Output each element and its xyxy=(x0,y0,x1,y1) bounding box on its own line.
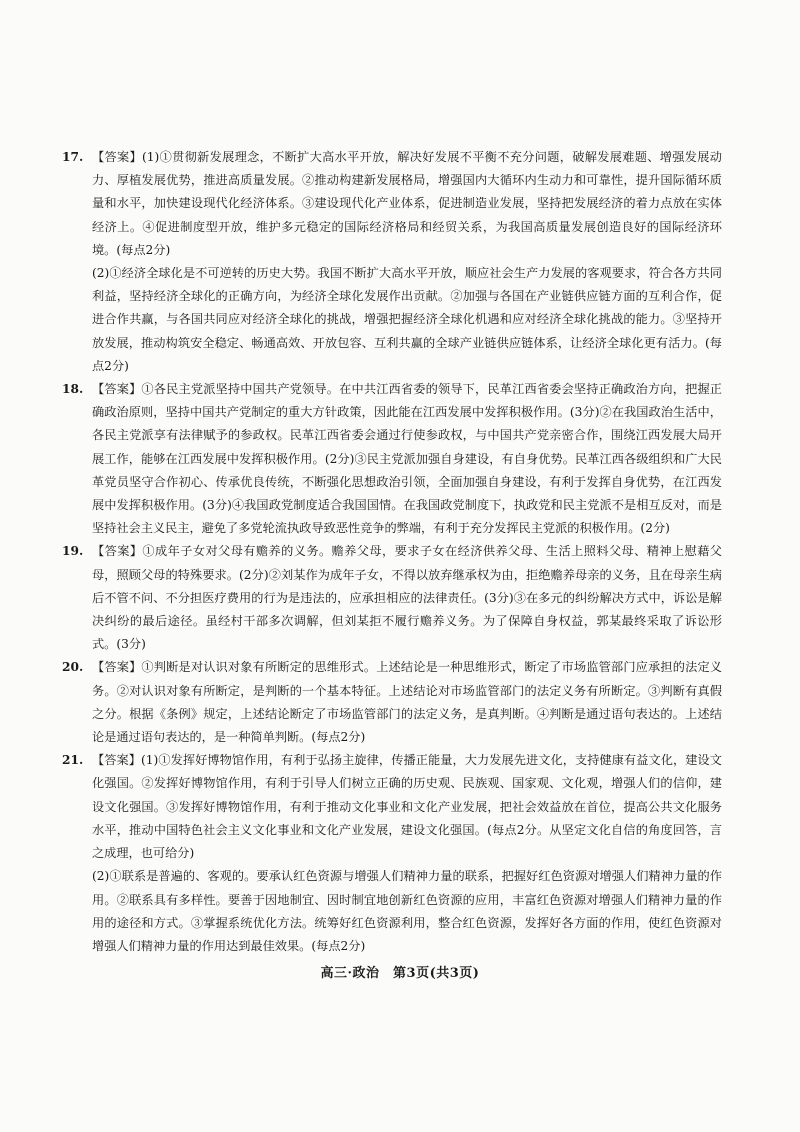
answer-item-20 xyxy=(62,656,722,749)
answer-paragraph: 【答案】①各民主党派坚持中国共产党领导。在中共江西省委的领导下，民革江西省委会坚持正确政治方向，把握正确政治原则，坚持中国共产党制定的重大方针政策，因此能在江西发展中发挥积极作用。(3分)②在我国政治生活中，各民主党派享有法律赋予的参政权。民革江西省委会通过行使参政权，与中国共产党亲密合作，围绕江西发展大局开展工作，能够在江西发展中发挥积极作用。(2分)③民主党派加强自身建设，有自身优势。民革江西各级组织和广大民革党员坚守合作初心、传承优良传统，不断强化思想政治引领，全面加强自身建设，有利于发挥自身优势，在江西发展中发挥积极作用。(3分)④我国政党制度适合我国国情。在我国政党制度下，执政党和民主党派不是相互反对，而是坚持社会主义民主，避免了多党轮流执政导致恶性竞争的弊端，有利于充分发挥民主党派的积极作用。(2分) xyxy=(92,382,722,536)
answer-item-21 xyxy=(62,749,722,958)
answer-paragraph: 【答案】(1)①贯彻新发展理念，不断扩大高水平开放，解决好发展不平衡不充分问题，破解发展难题、增强发展动力、厚植发展优势，推进高质量发展。②推动构建新发展格局，增强国内大循环内生动力和可靠性，提升国际循环质量和水平，加快建设现代化经济体系。③建设现代化产业体系，促进制造业发展，坚持把发展经济的着力点放在实体经济上。④促进制度型开放，维护多元稳定的国际经济格局和经贸关系，为我国高质量发展创造良好的国际经济环境。(每点2分) xyxy=(92,150,722,257)
page-footer: 高三·政治 第3页(共3页) xyxy=(320,966,480,981)
question-number: 20. xyxy=(62,660,84,675)
answer-paragraph: 【答案】①成年子女对父母有赡养的义务。赡养父母，要求子女在经济供养父母、生活上照料父母、精神上慰藉父母，照顾父母的特殊要求。(2分)②刘某作为成年子女，不得以放弃继承权为由，拒绝赡养母亲的义务，且在母亲生病后不管不问、不分担医疗费用的行为是违法的，应承担相应的法律责任。(3分)③在多元的纠纷解决方式中，诉讼是解决纠纷的最后途径。虽经村干部多次调解，但刘某拒不履行赡养义务。为了保障自身权益，郭某最终采取了诉讼形式。(3分) xyxy=(92,544,722,652)
answer-item-17 xyxy=(62,146,722,378)
question-number: 17. xyxy=(62,150,84,164)
answer-paragraph: (2)①经济全球化是不可逆转的历史大势。我国不断扩大高水平开放，顺应社会生产力发展的客观要求，符合各方共同利益，坚持经济全球化的正确方向，为经济全球化发展作出贡献。②加强与各国在产业链供应链方面的互利合作，促进合作共赢，与各国共同应对经济全球化的挑战，增强把握经济全球化机遇和应对经济全球化挑战的能力。③坚持开放发展，推动构筑安全稳定、畅通高效、开放包容、互利共赢的全球产业链供应链体系，让经济全球化更有活力。(每点2分) xyxy=(92,266,722,373)
question-number: 21. xyxy=(62,753,84,768)
answer-paragraph: 【答案】(1)①发挥好博物馆作用，有利于弘扬主旋律，传播正能量，大力发展先进文化，支持健康有益文化，建设文化强国。②发挥好博物馆作用，有利于引导人们树立正确的历史观、民族观、国家观、文化观，增强人们的信仰，建设文化强国。③发挥好博物馆作用，有利于推动文化事业和文化产业发展，把社会效益放在首位，提高公共文化服务水平，推动中国特色社会主义文化事业和文化产业发展，建设文化强国。(每点2分。从坚定文化自信的角度回答，言之成理，也可给分) xyxy=(92,753,722,861)
question-number: 18. xyxy=(62,382,84,397)
question-number: 19. xyxy=(62,544,84,559)
answer-item-19 xyxy=(62,540,722,656)
answer-paragraph: 【答案】①判断是对认识对象有所断定的思维形式。上述结论是一种思维形式，断定了市场监管部门应承担的法定义务。②对认识对象有所断定，是判断的一个基本特征。上述结论对市场监管部门的法定义务有所断定。③判断有真假之分。根据《条例》规定，上述结论断定了市场监管部门的法定义务，是真判断。④判断是通过语句表达的。上述结论是通过语句表达的，是一种简单判断。(每点2分) xyxy=(92,660,722,745)
answer-paragraph: (2)①联系是普遍的、客观的。要承认红色资源与增强人们精神力量的联系，把握好红色资源对增强人们精神力量的作用。②联系具有多样性。要善于因地制宜、因时制宜地创新红色资源的应用，丰富红色资源对增强人们精神力量的作用的途径和方式。③掌握系统优化方法。统筹好红色资源利用，整合红色资源，发挥好各方面的作用，使红色资源对增强人们精神力量的作用达到最佳效果。(每点2分) xyxy=(92,869,722,953)
answer-item-18 xyxy=(62,378,722,540)
answer-content xyxy=(62,146,722,958)
